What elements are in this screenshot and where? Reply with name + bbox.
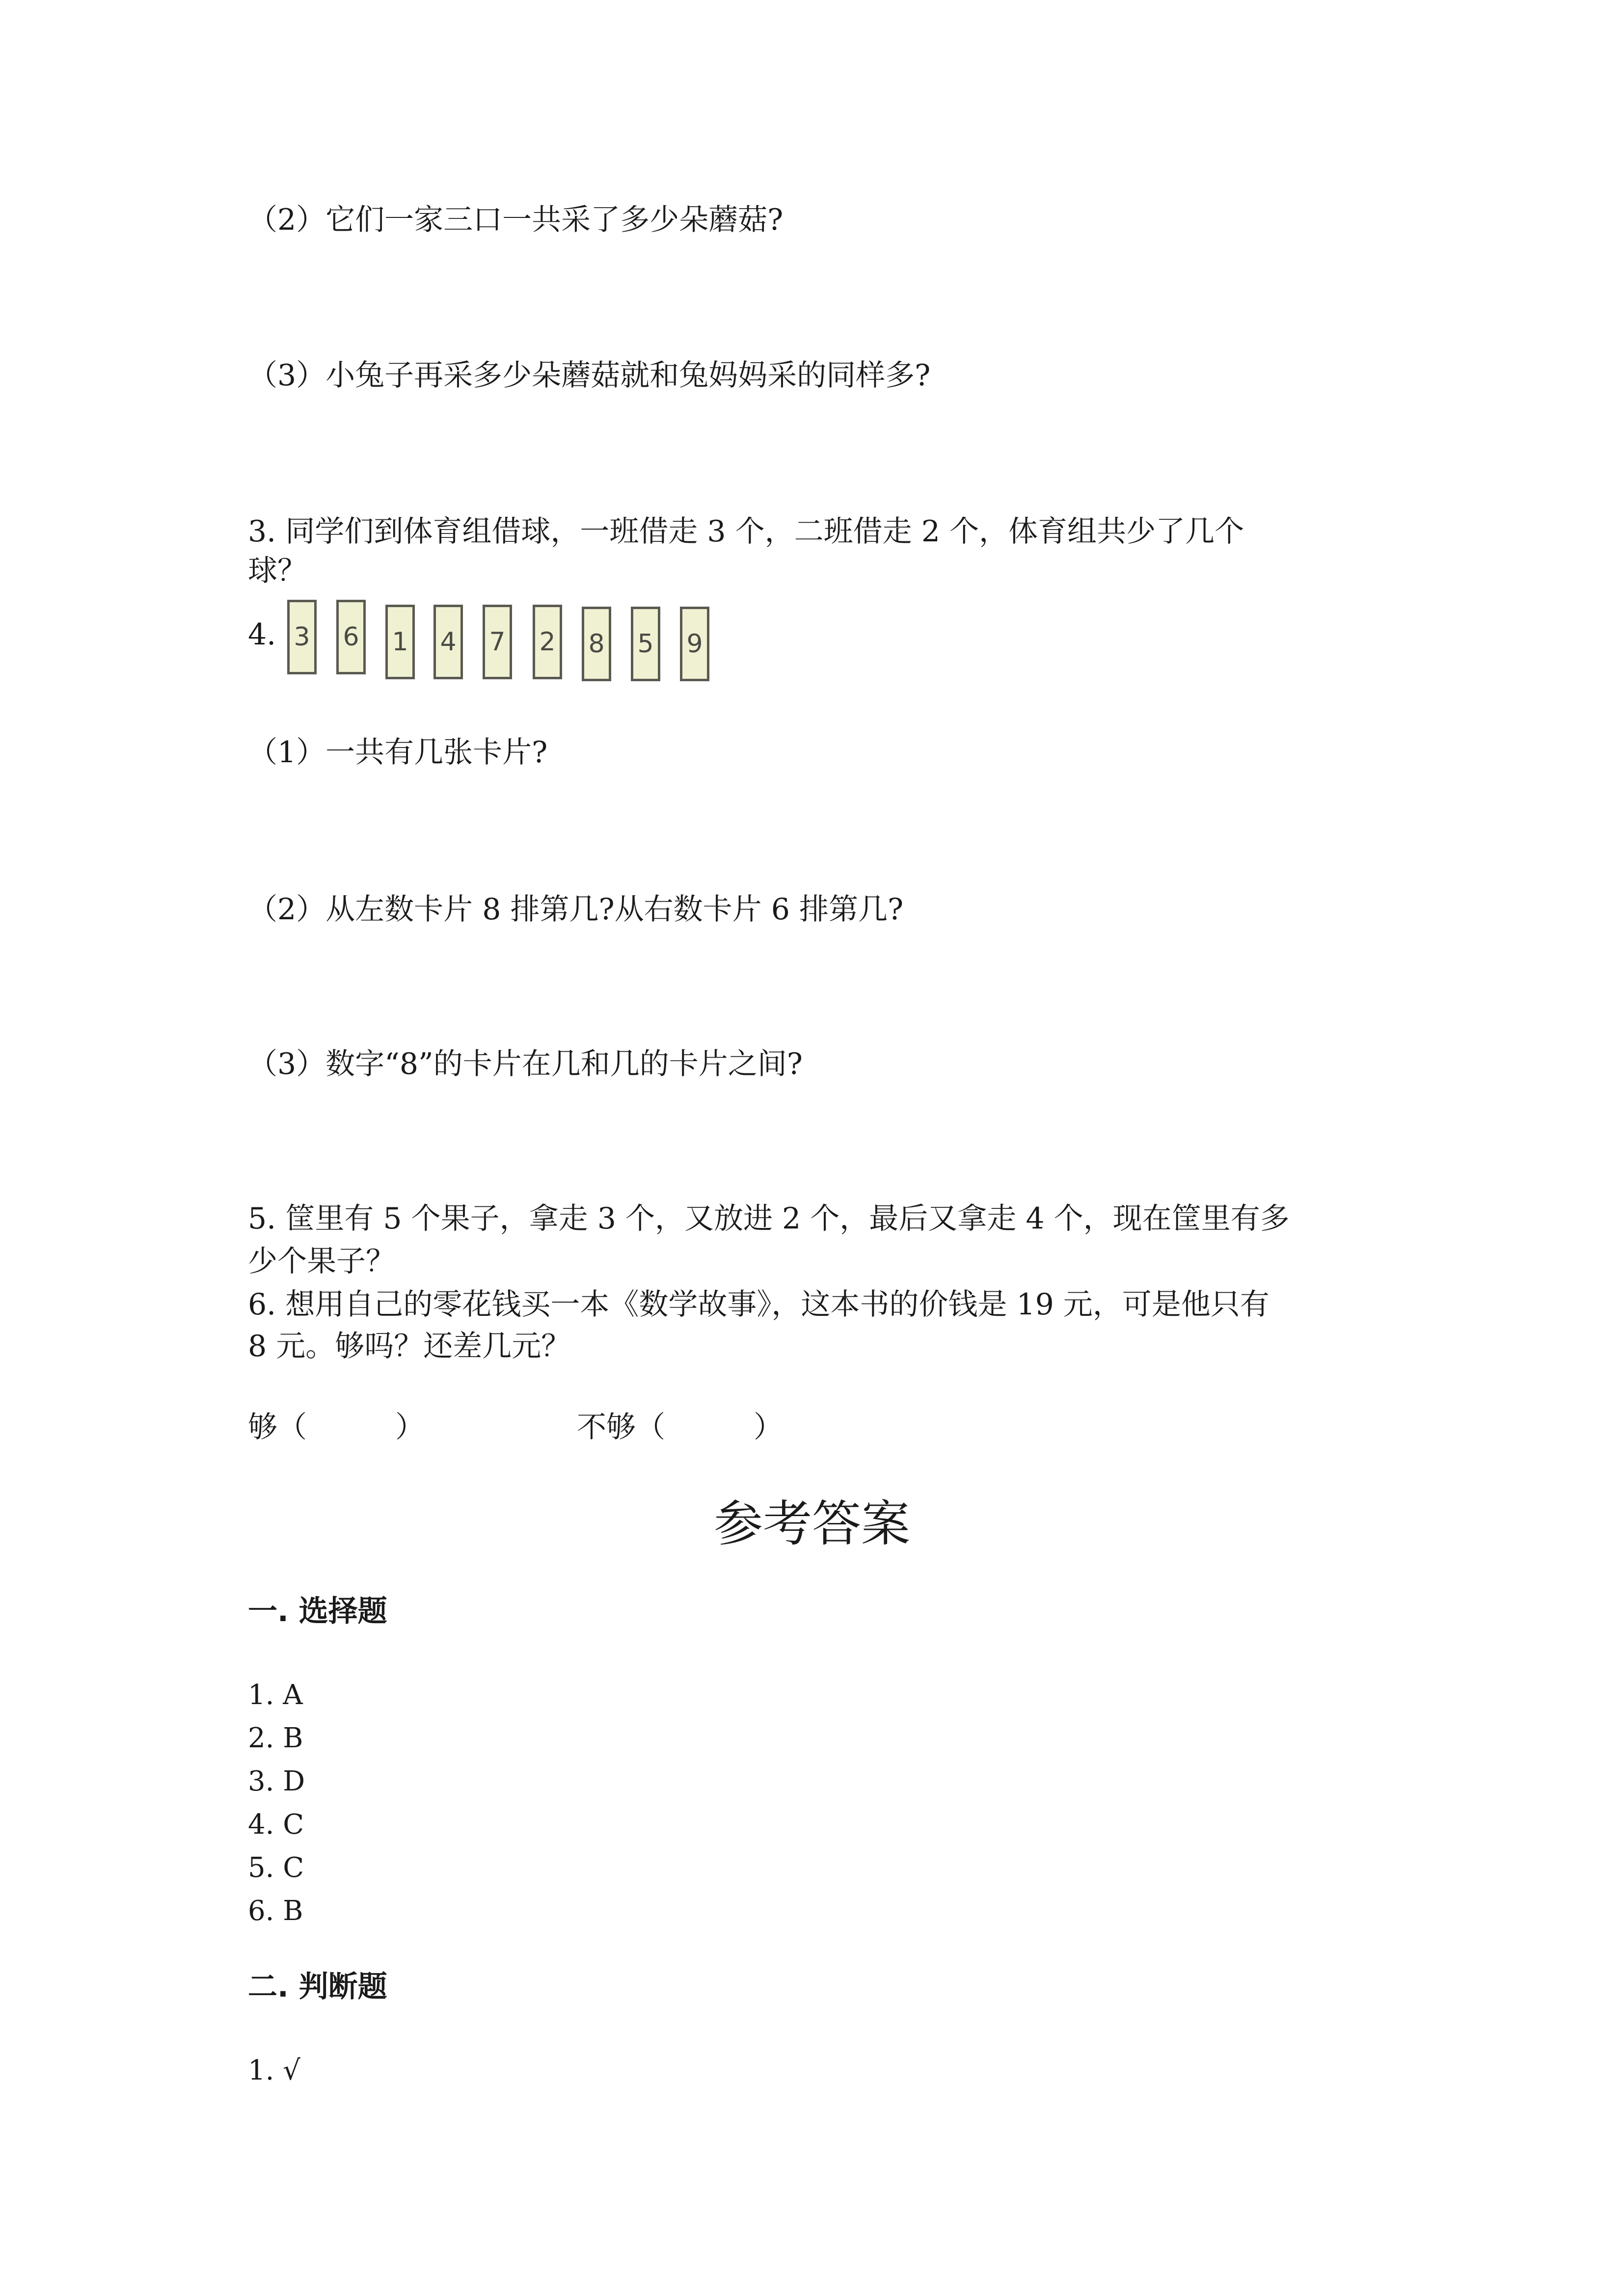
question-4-sub-2: （2）从左数卡片 8 排第几?从右数卡片 6 排第几? (248, 892, 904, 927)
answer-key-title: 参考答案 (714, 1495, 910, 1552)
question-2-sub-2: （2）它们一家三口一共采了多少朵蘑菇? (248, 203, 784, 237)
question-6-line-1: 6. 想用自己的零花钱买一本《数学故事》，这本书的价钱是 19 元，可是他只有 (248, 1287, 1270, 1322)
number-card: 4 (433, 605, 463, 679)
enough-option: 够（ ） (248, 1410, 425, 1444)
number-card: 9 (680, 607, 709, 681)
number-card: 1 (385, 605, 415, 679)
not-enough-option: 不够（ ） (577, 1410, 783, 1444)
question-3-line-2: 球？ (248, 554, 307, 588)
number-card: 5 (631, 607, 660, 681)
number-card: 7 (483, 605, 512, 679)
question-5-line-1: 5. 筐里有 5 个果子，拿走 3 个，又放进 2 个，最后又拿走 4 个，现在筐里有多 (248, 1201, 1290, 1236)
answer-item: 3. D (248, 1765, 305, 1797)
question-4-number: 4. (248, 617, 276, 652)
number-cards (287, 600, 729, 688)
number-card: 2 (533, 605, 562, 679)
question-2-sub-3: （3）小兔子再采多少朵蘑菇就和兔妈妈采的同样多? (248, 358, 931, 393)
answer-item: 6. B (248, 1895, 303, 1927)
question-6-line-2: 8 元。够吗？还差几元？ (248, 1329, 571, 1363)
answer-item: 2. B (248, 1722, 303, 1754)
question-5-line-2: 少个果子？ (248, 1244, 395, 1279)
answer-item: 1. A (248, 1679, 303, 1711)
answer-item: 5. C (248, 1852, 304, 1884)
answer-item: 4. C (248, 1809, 304, 1841)
number-card: 6 (336, 600, 366, 674)
number-card: 8 (582, 607, 611, 681)
answer-item: 1. √ (248, 2055, 300, 2086)
section-multiple-choice: 一. 选择题 (248, 1594, 387, 1629)
number-card: 3 (287, 600, 317, 674)
question-4-sub-1: （1）一共有几张卡片? (248, 735, 548, 770)
section-true-false: 二. 判断题 (248, 1970, 387, 2004)
question-3-line-1: 3. 同学们到体育组借球，一班借走 3 个，二班借走 2 个，体育组共少了几个 (248, 514, 1244, 549)
question-4-sub-3: （3）数字“8”的卡片在几和几的卡片之间? (248, 1047, 803, 1081)
